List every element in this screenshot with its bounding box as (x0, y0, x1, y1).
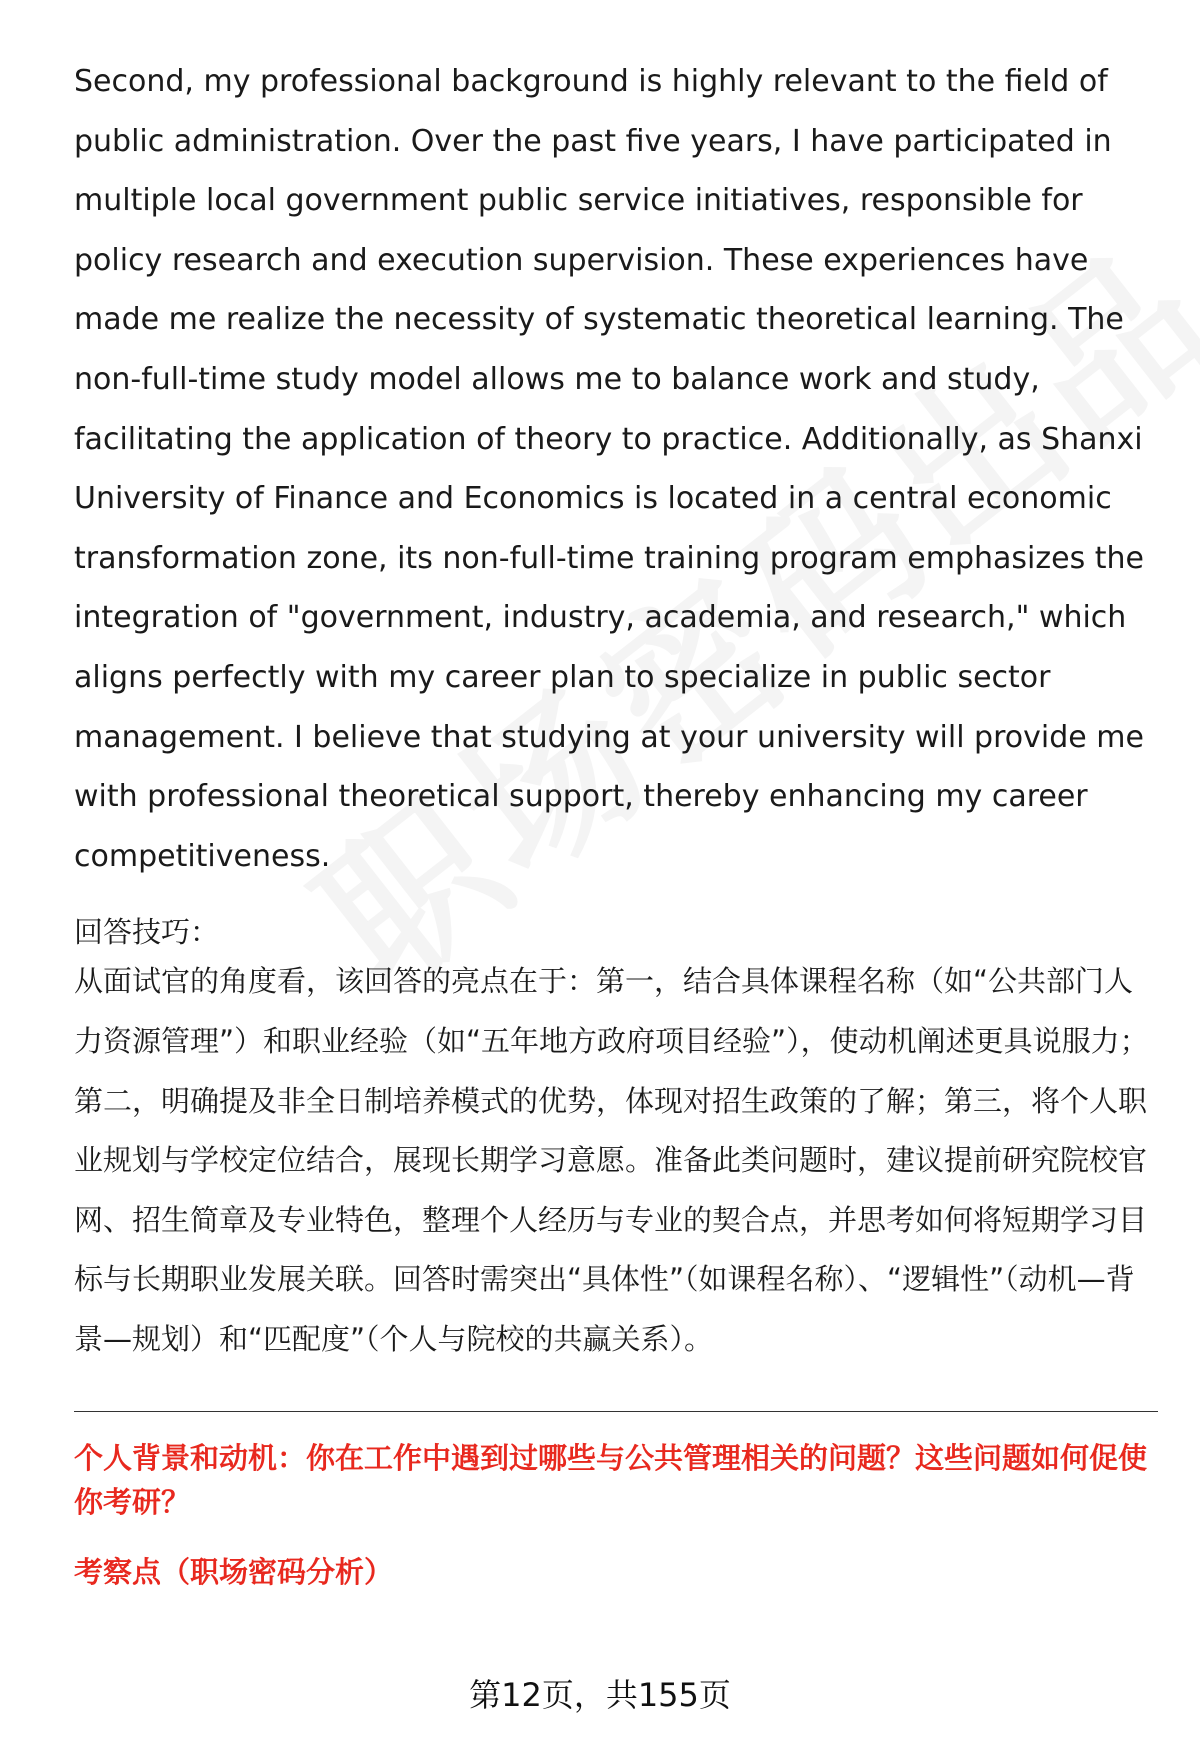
next-question: 个人背景和动机：你在工作中遇到过哪些与公共管理相关的问题？这些问题如何促使你考研？ (74, 1441, 1148, 1520)
section-divider (74, 1411, 1158, 1412)
answer-paragraph: Second, my professional background is highly relevant to the field of public administration. Over the past five years, I have participated in multiple local government public service initiatives, responsible for policy research and execution supervision. These experiences have made me realize the necessity of systematic theoretical learning. The non-full-time study model allows me to balance work and study, facilitating the application of theory to practice. Additionally, as Shanxi University of Finance and Economics is located in a central economic transformation zone, its non-full-time training program emphasizes the integration of "government, industry, academia, and research," which aligns perfectly with my career plan to specialize in public sector management. I believe that studying at your university will provide me with professional theoretical support, thereby enhancing my career competitiveness. (74, 64, 1144, 874)
section-label: 考察点（职场密码分析） (74, 1555, 394, 1590)
tips-body: 从面试官的角度看，该回答的亮点在于：第一，结合具体课程名称（如“公共部门人力资源管理”）和职业经验（如“五年地方政府项目经验”），使动机阐述更具说服力；第二，明确提及非全日制培养模式的优势，体现对招生政策的了解；第三，将个人职业规划与学校定位结合，展现长期学习意愿。准备此类问题时，建议提前研究院校官网、招生简章及专业特色，整理个人经历与专业的契合点，并思考如何将短期学习目标与长期职业发展关联。回答时需突出“具体性”（如课程名称）、“逻辑性”（动机—背景—规划）和“匹配度”（个人与院校的共赢关系）。 (74, 964, 1149, 1356)
tips-title: 回答技巧： (74, 915, 220, 950)
page-number: 第12页，共155页 (469, 1676, 731, 1714)
page-content (74, 52, 1158, 1594)
